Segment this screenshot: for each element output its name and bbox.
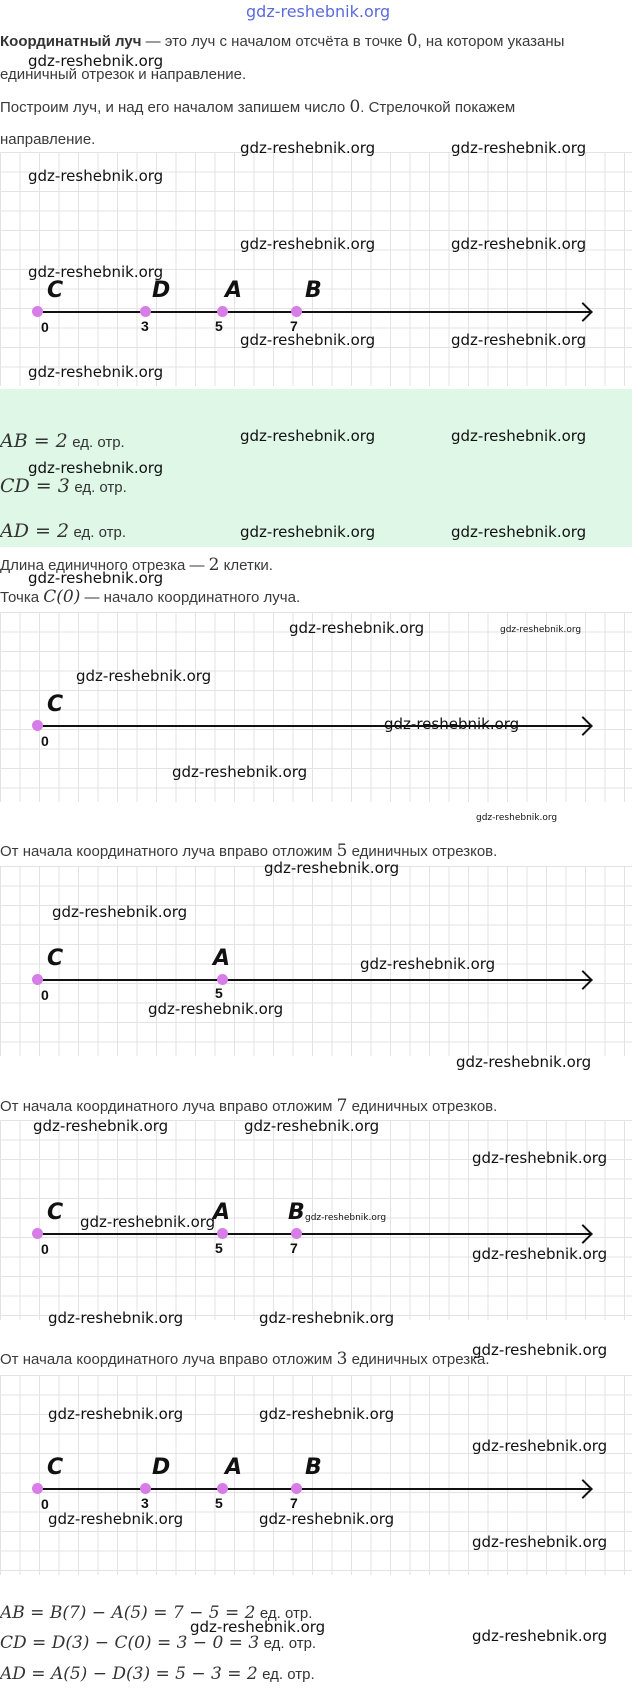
watermark: gdz-reshebnik.org (472, 1533, 608, 1551)
watermark: gdz-reshebnik.org (240, 523, 376, 541)
point-label-c: C (47, 692, 64, 717)
watermark: gdz-reshebnik.org (28, 569, 164, 587)
watermark: gdz-reshebnik.org (28, 52, 164, 70)
grid-panel-3 (0, 866, 632, 1056)
watermark: gdz-reshebnik.org (80, 1213, 216, 1231)
unit-length-note: Длина единичного отрезка — 2 клетки. (0, 555, 273, 575)
watermark: gdz-reshebnik.org (384, 715, 520, 733)
watermark: gdz-reshebnik.org (451, 427, 587, 445)
watermark: gdz-reshebnik.org (472, 1245, 608, 1263)
watermark: gdz-reshebnik.org (148, 1000, 284, 1018)
point-label-a: A (213, 946, 231, 971)
step-intro-line-2: направление. (0, 131, 96, 148)
final-cd: CD = D(3) − C(0) = 3 − 0 = 3 ед. отр. (0, 1633, 317, 1653)
tick-0: 0 (41, 987, 49, 1003)
step-3-text: От начала координатного луча вправо отложим 3 единичных отрезка. (0, 1349, 490, 1369)
watermark: gdz-reshebnik.org (472, 1149, 608, 1167)
watermark: gdz-reshebnik.org (360, 955, 496, 973)
point-label-b: B (305, 1455, 322, 1480)
watermark: gdz-reshebnik.org (28, 167, 164, 185)
final-ad: AD = A(5) − D(3) = 5 − 3 = 2 ед. отр. (0, 1664, 315, 1684)
point-label-c: C (47, 946, 64, 971)
point-label-c: C (47, 1200, 64, 1225)
point-label-a: A (225, 1455, 243, 1480)
tick-0: 0 (41, 1496, 49, 1512)
watermark: gdz-reshebnik.org (240, 331, 376, 349)
watermark: gdz-reshebnik.org (33, 1117, 169, 1135)
watermark: gdz-reshebnik.org (305, 1213, 387, 1223)
watermark: gdz-reshebnik.org (244, 1117, 380, 1135)
watermark: gdz-reshebnik.org (28, 459, 164, 477)
given-cd: CD = 3 ед. отр. (0, 475, 127, 497)
tick-5: 5 (215, 1495, 223, 1511)
tick-7: 7 (290, 1495, 298, 1511)
tick-5: 5 (215, 985, 223, 1001)
watermark: gdz-reshebnik.org (472, 1437, 608, 1455)
watermark: gdz-reshebnik.org (472, 1627, 608, 1645)
watermark: gdz-reshebnik.org (259, 1405, 395, 1423)
tick-3: 3 (141, 1495, 149, 1511)
given-ad: AD = 2 ед. отр. (0, 520, 126, 542)
watermark: gdz-reshebnik.org (476, 813, 558, 823)
definition-line-1: Координатный луч — это луч с началом отсчёта в точке 0, на котором указаны (0, 31, 565, 51)
watermark: gdz-reshebnik.org (472, 1341, 608, 1359)
given-ab: AB = 2 ед. отр. (0, 430, 125, 452)
watermark: gdz-reshebnik.org (28, 263, 164, 281)
term: Координатный луч (0, 33, 142, 50)
final-ab: AB = B(7) − A(5) = 7 − 5 = 2 ед. отр. (0, 1603, 313, 1623)
grid-panel-2 (0, 612, 632, 802)
tick-0: 0 (41, 1241, 49, 1257)
point-label-b: B (288, 1200, 305, 1225)
watermark: gdz-reshebnik.org (48, 1309, 184, 1327)
step-intro-line-1: Построим луч, и над его началом запишем число 0. Стрелочкой покажем (0, 97, 516, 117)
point-label-d: D (152, 278, 171, 303)
watermark: gdz-reshebnik.org (259, 1309, 395, 1327)
step-7-text: От начала координатного луча вправо отложим 7 единичных отрезков. (0, 1096, 498, 1116)
watermark: gdz-reshebnik.org (240, 427, 376, 445)
step-5-text: От начала координатного луча вправо отложим 5 единичных отрезков. (0, 841, 498, 861)
point-label-a: A (213, 1200, 231, 1225)
point-label-c: C (47, 1455, 64, 1480)
watermark: gdz-reshebnik.org (456, 1053, 592, 1071)
watermark: gdz-reshebnik.org (190, 1618, 326, 1636)
tick-7: 7 (290, 1240, 298, 1256)
point-label-a: A (225, 278, 243, 303)
watermark: gdz-reshebnik.org (259, 1510, 395, 1528)
watermark: gdz-reshebnik.org (240, 235, 376, 253)
tick-5: 5 (215, 318, 223, 334)
watermark: gdz-reshebnik.org (289, 619, 425, 637)
point-label-c: C (47, 278, 64, 303)
tick-0: 0 (41, 319, 49, 335)
point-label-d: D (152, 1455, 171, 1480)
tick-0: 0 (41, 733, 49, 749)
watermark: gdz-reshebnik.org (451, 331, 587, 349)
origin-note: Точка C(0) — начало координатного луча. (0, 587, 301, 607)
definition-line-2: единичный отрезок и направление. (0, 66, 247, 83)
watermark: gdz-reshebnik.org (451, 139, 587, 157)
watermark: gdz-reshebnik.org (240, 139, 376, 157)
point-label-b: B (305, 278, 322, 303)
watermark: gdz-reshebnik.org (172, 763, 308, 781)
watermark: gdz-reshebnik.org (76, 667, 212, 685)
watermark: gdz-reshebnik.org (52, 903, 188, 921)
tick-7: 7 (290, 318, 298, 334)
tick-5: 5 (215, 1240, 223, 1256)
watermark-top[interactable]: gdz-reshebnik.org (246, 2, 391, 21)
watermark: gdz-reshebnik.org (451, 523, 587, 541)
watermark: gdz-reshebnik.org (28, 363, 164, 381)
watermark: gdz-reshebnik.org (48, 1405, 184, 1423)
watermark: gdz-reshebnik.org (451, 235, 587, 253)
watermark: gdz-reshebnik.org (48, 1510, 184, 1528)
watermark: gdz-reshebnik.org (264, 859, 400, 877)
watermark: gdz-reshebnik.org (500, 625, 582, 635)
tick-3: 3 (141, 318, 149, 334)
